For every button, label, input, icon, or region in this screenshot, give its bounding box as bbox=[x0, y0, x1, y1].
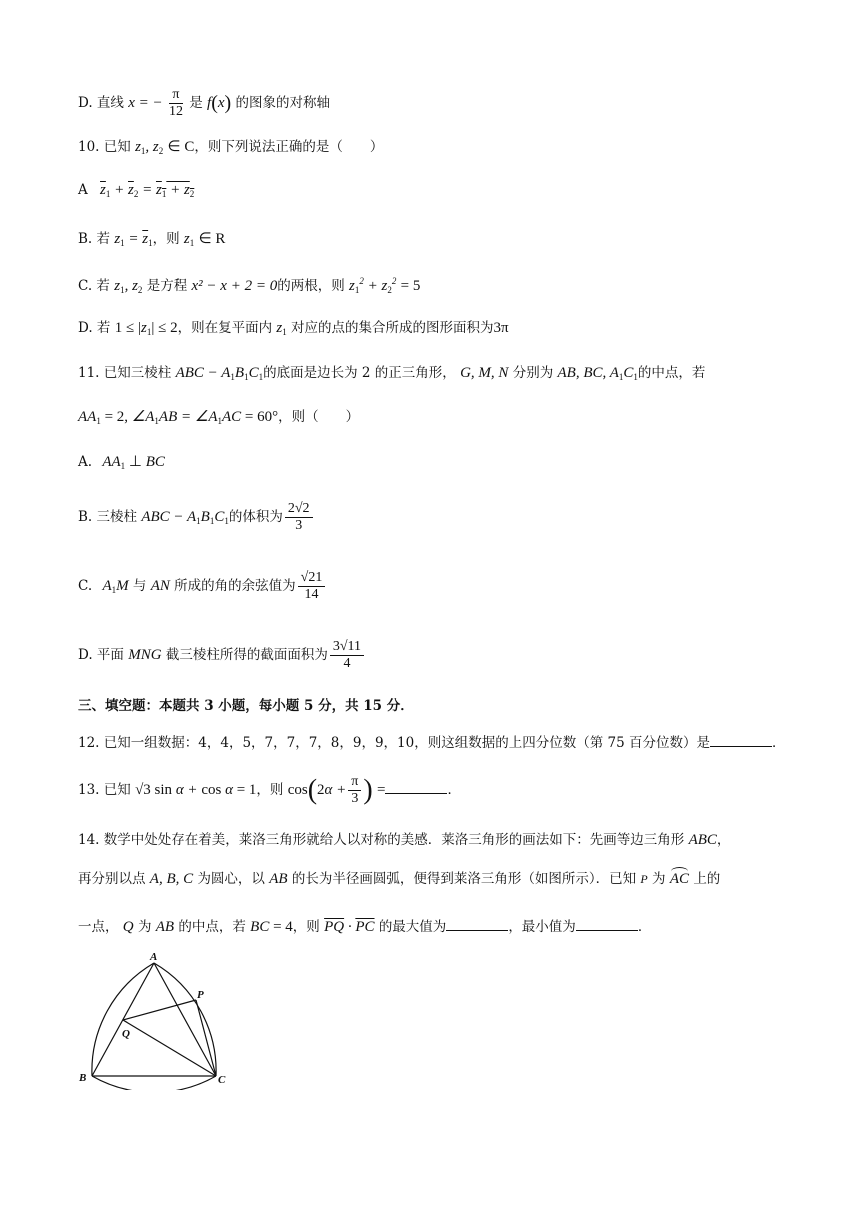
function-name: f bbox=[207, 95, 212, 111]
math: ABC − $A_1B_1C_1$ bbox=[141, 509, 229, 526]
math: $z_1$ bbox=[183, 231, 195, 248]
text: 的两根，则 bbox=[277, 278, 345, 294]
math: $z_1$, $z_2$ bbox=[135, 139, 164, 156]
numerator: 2√2 bbox=[285, 502, 313, 518]
question-text: 分别为 bbox=[512, 365, 554, 381]
math: AB bbox=[269, 871, 288, 887]
math: $AA_1$ ⊥ BC bbox=[102, 454, 165, 471]
q11-option-b bbox=[78, 502, 315, 533]
side-ac bbox=[154, 963, 216, 1076]
question-text: ，则下列说法正确的是（ ） bbox=[194, 139, 384, 155]
answer-blank-max bbox=[446, 918, 508, 931]
math: P bbox=[640, 872, 648, 886]
math: $z_1^2 + z_2^2$ bbox=[349, 276, 397, 295]
math: 2α + bbox=[317, 782, 347, 798]
section-heading: 三、填空题：本题共 3 小题，每小题 5 分，共 15 分． bbox=[78, 698, 414, 714]
fraction bbox=[285, 502, 313, 533]
label-a: A bbox=[150, 951, 158, 963]
q11-stem-line2 bbox=[78, 410, 359, 426]
equation: x² − x + 2 = 0 bbox=[191, 278, 278, 294]
equation: x = − bbox=[128, 95, 163, 111]
math: AN bbox=[150, 578, 170, 594]
text: 是方程 bbox=[146, 278, 188, 294]
paren: ( bbox=[307, 774, 318, 806]
question-text: 11. 已知三棱柱 bbox=[78, 365, 172, 381]
q11-option-c bbox=[78, 571, 327, 602]
q10-option-c bbox=[78, 277, 420, 295]
result: = 5 bbox=[400, 278, 421, 294]
q14-line3 bbox=[78, 918, 651, 935]
question-text: 12. 已知一组数据：4，4，5，7，7，7，8，9，9，10，则这组数据的上四分位数（第 75 百分位数）是 bbox=[78, 735, 711, 751]
answer-blank bbox=[385, 781, 447, 794]
q11-stem-line1 bbox=[78, 366, 705, 382]
text: 是 bbox=[189, 95, 203, 111]
math: $z_1$, $z_2$ bbox=[114, 278, 143, 295]
q12 bbox=[78, 734, 786, 751]
math: $AA_1 = 2$, $\angle A_1AB$ = $\angle A_1AC = 60^\circ$ bbox=[78, 409, 279, 426]
reuleaux-triangle-figure bbox=[70, 950, 240, 1090]
math: AB, BC, $A_1C_1$ bbox=[557, 365, 638, 382]
option-label: D. 直线 bbox=[78, 95, 124, 111]
q9-option-d bbox=[78, 88, 330, 119]
fraction bbox=[330, 640, 364, 671]
text: 的图象的对称轴 bbox=[235, 95, 331, 111]
option-label: B. 三棱柱 bbox=[78, 509, 138, 525]
q10-option-b bbox=[78, 232, 225, 248]
result: 3π bbox=[493, 320, 509, 336]
math: ABC − $A_1B_1C_1$ bbox=[175, 365, 264, 382]
text: 的体积为 bbox=[228, 509, 283, 525]
text: ． bbox=[447, 782, 461, 798]
text: 截三棱柱所得的截面面积为 bbox=[165, 647, 328, 663]
question-text: 再分别以点 bbox=[78, 871, 146, 887]
q10-option-d bbox=[78, 321, 509, 337]
math: ∈ R bbox=[198, 231, 226, 247]
math: BC = 4 bbox=[250, 919, 293, 935]
arc-ac: AC bbox=[669, 871, 690, 887]
math: $\overline{PQ} \cdot \overline{PC}$ bbox=[324, 919, 375, 935]
numerator: 3√11 bbox=[330, 640, 364, 656]
q14-line1: 14. 数学中处处存在着美，莱洛三角形就给人以对称的美感．莱洛三角形的画法如下：先画等边三角形 ABC， bbox=[78, 832, 731, 848]
question-text: 的最大值为 bbox=[378, 919, 447, 935]
denominator: 3 bbox=[351, 791, 359, 806]
question-text: 的中点，若 bbox=[637, 365, 706, 381]
option-label: A bbox=[78, 182, 88, 198]
text: 对应的点的集合所成的图形面积为 bbox=[291, 320, 494, 336]
question-text: 的底面是边长为 2 的正三角形， bbox=[263, 365, 456, 381]
math: MNG bbox=[128, 647, 162, 663]
option-label: C. 若 bbox=[78, 278, 110, 294]
label-b: B bbox=[79, 1072, 87, 1084]
option-label: D. 平面 bbox=[78, 647, 124, 663]
math: √3 sin α + cos α = 1 bbox=[135, 782, 257, 798]
denominator: 14 bbox=[304, 587, 319, 602]
math: $A_1M$ bbox=[102, 578, 129, 595]
text: ，则 bbox=[256, 782, 284, 798]
q11-option-d bbox=[78, 640, 366, 671]
segment-qc bbox=[123, 1020, 216, 1076]
fraction bbox=[169, 88, 183, 119]
math: Q bbox=[122, 919, 134, 935]
segment-pq bbox=[123, 1000, 196, 1020]
fraction bbox=[348, 775, 361, 806]
option-label: D. 若 bbox=[78, 320, 111, 336]
math: cos bbox=[287, 782, 308, 798]
label-p: P bbox=[197, 989, 204, 1001]
math: = bbox=[376, 782, 386, 798]
numerator: √21 bbox=[298, 571, 326, 587]
denominator: 3 bbox=[295, 518, 303, 533]
question-text: 为 bbox=[652, 871, 666, 887]
fraction bbox=[298, 571, 326, 602]
math: ABC bbox=[688, 832, 717, 848]
text: 所成的角的余弦值为 bbox=[174, 578, 296, 594]
label-q: Q bbox=[122, 1028, 130, 1040]
numerator: π bbox=[169, 88, 183, 104]
paren: ) bbox=[224, 92, 232, 114]
label-c: C bbox=[218, 1074, 226, 1086]
option-label: C. bbox=[78, 578, 93, 594]
question-text: ，最小值为 bbox=[508, 919, 576, 935]
math: G, M, N bbox=[460, 365, 509, 381]
question-text: 13. 已知 bbox=[78, 782, 131, 798]
question-text: 10. 已知 bbox=[78, 139, 131, 155]
q14-line2 bbox=[78, 872, 720, 887]
numerator: π bbox=[348, 775, 361, 791]
math: A, B, C bbox=[149, 871, 194, 887]
paren: ) bbox=[363, 774, 373, 806]
text: ，则 bbox=[152, 231, 180, 247]
question-text: ，则 bbox=[292, 919, 320, 935]
text: ． bbox=[772, 735, 786, 751]
text: ． bbox=[637, 919, 652, 935]
q10-option-a bbox=[78, 183, 194, 199]
denominator: 12 bbox=[168, 104, 183, 119]
math: ∈ C bbox=[167, 139, 195, 155]
option-label: A. bbox=[78, 454, 93, 470]
question-text: 上的 bbox=[693, 871, 721, 887]
answer-blank bbox=[710, 734, 772, 747]
text: 与 bbox=[132, 578, 147, 594]
question-text: 为 bbox=[137, 919, 152, 935]
math: AB bbox=[155, 919, 175, 935]
arc-bc bbox=[92, 1076, 216, 1090]
variable: x bbox=[217, 95, 225, 111]
paren: ( bbox=[211, 92, 218, 114]
question-text: 14. 数学中处处存在着美，莱洛三角形就给人以对称的美感．莱洛三角形的画法如下：先画等边三角形 bbox=[78, 832, 685, 848]
segment-pc bbox=[196, 1000, 216, 1076]
q11-option-a bbox=[78, 455, 165, 471]
q10-stem bbox=[78, 140, 383, 156]
option-label: B. 若 bbox=[78, 231, 111, 247]
question-text: 的中点，若 bbox=[178, 919, 246, 935]
question-text: ，则（ ） bbox=[278, 409, 360, 425]
question-text: 的长为半径画圆弧，便得到莱洛三角形（如图所示）．已知 bbox=[291, 871, 637, 887]
math: $1 \le |z_1| \le 2$ bbox=[114, 320, 178, 337]
q13 bbox=[78, 775, 461, 806]
question-text: 一点， bbox=[78, 919, 119, 935]
math: $\overline{z}_1 + \overline{z}_2 = z_1 + z_2$ bbox=[100, 182, 195, 199]
text: ，则在复平面内 bbox=[177, 320, 273, 336]
denominator: 4 bbox=[343, 656, 351, 671]
math: $z_1 = \overline{z}_1$ bbox=[114, 231, 153, 248]
math: $z_1$ bbox=[276, 320, 287, 337]
question-text: 为圆心，以 bbox=[197, 871, 265, 887]
answer-blank-min bbox=[576, 918, 638, 931]
